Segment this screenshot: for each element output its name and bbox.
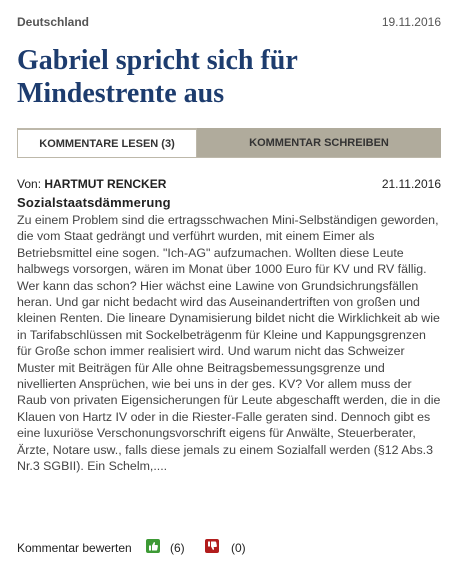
comment-title: Sozialstaatsdämmerung — [17, 195, 171, 210]
tab-divider — [17, 157, 441, 158]
comment-author: HARTMUT RENCKER — [44, 177, 167, 191]
comment-tabs — [17, 128, 441, 158]
dislike-count: (0) — [231, 541, 246, 555]
tab-write-comment[interactable]: KOMMENTAR SCHREIBEN — [197, 128, 441, 158]
comment-body: Zu einem Problem sind die ertragsschwachen Mini-Selbständigen geworden, die vom Staat gedrängt und verführt wurden, mit einem Eimer als Betriebsmittel eine sogen. "Ich-AG" aufzumachen. Wollten diese Leute halbwegs vorsorgen, wären im Monat über 1000 Euro für KV und RV fällig. Wer kann das schon? Hier wächst eine Lawine von Grundsichrungsfällen heran. Und gar nicht bedacht wird das Auseinandertriften von großen und kleinen Renten. Die lineare Dynamisierung bildet nicht die Wirklichkeit ab wie in Tarifabschlüssen mit Sockelbeträgenm für Kleine und Kappungsgrenzen für Große schon immer realisiert wird. Und warum nicht das Schweizer Muster mit Beiträgen für Alle ohne Beitragsbemessungsgrenze und nivellierten Ansprüchen, wie bei uns in der ges. KV? Vor allem muss der Raub von privaten Eigensicherungen für Leute abgeschafft werden, die in die Klauen von Hartz IV oder in die Riester-Falle geraten sind. Dennoch gibt es eine luxuriöse Verschonungsvorschrift eigens für Anwälte, Steuerberater, Ärzte, Notare usw., falls diese jemals zu einem Sozialfall werden (§12 Abs.3 Nr.3 SGBII). Ein Schelm,.... — [17, 213, 441, 474]
tab-read-comments[interactable]: KOMMENTARE LESEN (3) — [17, 128, 197, 158]
thumbs-down-icon[interactable] — [205, 539, 219, 553]
rate-comment-label: Kommentar bewerten — [17, 541, 132, 555]
section-label[interactable]: Deutschland — [17, 15, 90, 29]
comment-date: 21.11.2016 — [381, 177, 441, 191]
article-headline: Gabriel spricht sich für Mindestrente aus — [17, 45, 298, 109]
author-prefix: Von: — [17, 177, 42, 191]
thumbs-up-icon[interactable] — [146, 539, 160, 553]
like-count: (6) — [170, 541, 185, 555]
article-date: 19.11.2016 — [381, 15, 441, 29]
comment-byline — [17, 177, 166, 191]
